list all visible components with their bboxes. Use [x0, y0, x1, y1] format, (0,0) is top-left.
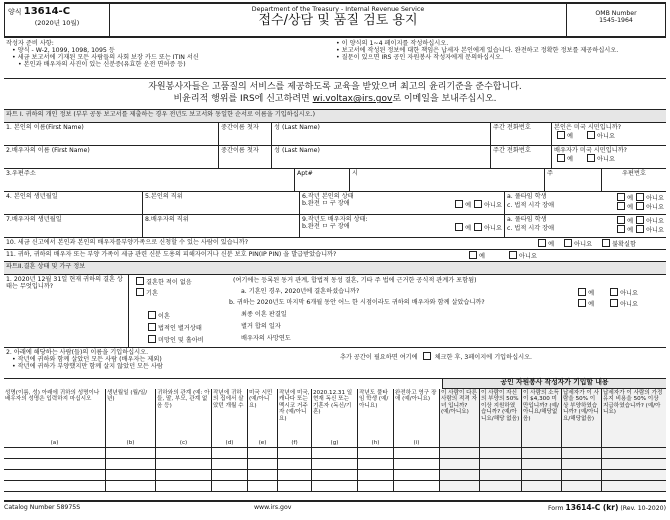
table-cell[interactable] [248, 448, 278, 458]
widowed-label: 미망인 및 홀아비 [158, 337, 204, 344]
ethics-notice-line: 자원봉사자들은 고품질의 서비스를 제공하도록 교육을 받았으며 최고의 윤리기준을 준수합니다. [148, 82, 522, 92]
dependents-table [4, 378, 666, 492]
more-space-label: 추가 공간이 필요하면 여기에 [340, 354, 418, 361]
spouse-student-yes-checkbox[interactable] [617, 216, 625, 224]
no-label: 아니요 [646, 195, 664, 202]
row-taxpayer-name [4, 123, 666, 146]
spouse-blind-no-checkbox[interactable] [636, 225, 644, 233]
table-cell[interactable] [156, 481, 212, 491]
form-id-box [5, 4, 110, 36]
column-header [278, 389, 312, 447]
state-field[interactable]: 주 [545, 169, 602, 191]
student-yes-checkbox[interactable] [617, 193, 625, 201]
no-label: 아니요 [620, 301, 638, 308]
column-header-text: 생년월일 (월/일/년) [107, 390, 148, 403]
citizen-question-label: 본인은 미국 시민입니까? [554, 124, 621, 131]
preparation-list: 작성자 준비 사항: • 양식 - W-2, 1099, 1098, 1095 등 • 세금 보고서에 기재된 모든 사람들의 사회 보장 카드 또는 ITIN 서신 • 본인과 배우자의 사진이 있는 신분증(유효한 운전 면허증 등) [4, 38, 328, 78]
table-cell[interactable] [440, 470, 480, 480]
last-name-field[interactable]: 성 (Last Name) [272, 123, 491, 145]
lived-with-spouse-no-checkbox[interactable] [610, 299, 618, 307]
form-guidance-list: • 이 양식의 1~4 페이지를 작성하십시오. • 보고서에 작성된 정보에 대한 책임은 납세자 본인에게 있습니다. 완전하고 정확한 정보를 제공하십시오. • 질문이 있으면 IRS 공인 자원봉사 작성자에게 문의하십시오. [336, 40, 619, 62]
yes-label: 예 [588, 301, 595, 308]
yes-label: 예 [479, 253, 485, 260]
irs-website: www.irs.gov [254, 504, 292, 511]
footer-form-label: Form [547, 505, 564, 512]
table-cell[interactable] [106, 459, 156, 469]
spouse-citizen-question [552, 146, 666, 168]
column-letter: (c) [179, 439, 188, 446]
claim-no-checkbox[interactable] [564, 239, 572, 247]
claim-unsure-checkbox[interactable] [602, 239, 610, 247]
disability-no-checkbox[interactable] [474, 200, 482, 208]
table-cell[interactable] [440, 481, 480, 491]
disability-label: b.완전 ㅁ 구 장애 [302, 200, 350, 208]
table-body [4, 448, 666, 492]
preparation-item: 세금 보고서에 기재된 모든 사람들의 사회 보장 카드 또는 ITIN 서신 [17, 54, 199, 62]
column-header-text: 납세자가 이 사람을 50% 이상 부양하였습니까? (예/아니요/해당없음) [563, 390, 599, 422]
table-cell[interactable] [394, 448, 440, 458]
separated-label: 법적인 별거상태 [158, 325, 202, 332]
address-field[interactable]: 3.우편주소 [4, 169, 295, 191]
column-header [480, 389, 522, 447]
spouse-disability-label: b.완전 ㅁ 구 장애 [302, 223, 350, 231]
table-cell[interactable] [212, 481, 248, 491]
column-header [106, 389, 156, 447]
column-letter: (h) [371, 439, 380, 446]
table-cell[interactable] [480, 481, 522, 491]
divorced-checkbox[interactable] [148, 311, 156, 319]
zip-field[interactable]: 우편번호 [622, 170, 646, 177]
no-label: 아니요 [596, 133, 615, 141]
divorced-label: 이혼 [158, 313, 170, 320]
column-letter: (d) [225, 439, 234, 446]
spouse-student-no-checkbox[interactable] [636, 216, 644, 224]
spouse-citizen-no-checkbox[interactable] [587, 154, 595, 162]
column-letter: (i) [413, 439, 420, 446]
table-cell[interactable] [312, 481, 358, 491]
yes-label: 예 [548, 241, 555, 248]
table-cell[interactable] [106, 470, 156, 480]
row-spouse-name [4, 146, 666, 169]
table-cell[interactable] [522, 470, 562, 480]
table-cell[interactable] [358, 448, 394, 458]
table-cell[interactable] [156, 459, 212, 469]
married-in-year-question: a. 기혼인 경우, 2020년에 결혼하셨습니까? [241, 288, 360, 295]
table-cell[interactable] [106, 481, 156, 491]
part2-title: 파트II.결혼 상태 및 가구 정보 [4, 262, 666, 275]
table-cell[interactable] [562, 459, 602, 469]
no-label: 아니요 [518, 253, 537, 260]
column-header [4, 389, 106, 447]
married-note: (여기에는 등록된 동거 관계, 합법적 동성 결혼, 기타 주 법에 근거한 공식적 관계가 포함됨) [233, 277, 477, 284]
marital-options [129, 275, 666, 347]
column-header-text: 납세자가 이 사람의 가정 유지 비용을 50% 이상 지급하였습니까? (예/아니요) [603, 390, 663, 416]
separated-checkbox[interactable] [148, 323, 156, 331]
column-header [212, 389, 248, 447]
column-header [248, 389, 278, 447]
column-header [602, 389, 666, 447]
column-header-text: 완전하고 영구 장애 (예/아니요) [395, 390, 437, 403]
household-item: 작년에 귀하가 부양했지만 함께 살지 않았던 모든 사람 [17, 363, 163, 371]
taxpayer-status-group [300, 192, 505, 214]
disability-yes-checkbox[interactable] [455, 200, 463, 208]
no-label: 아니요 [484, 225, 502, 233]
form-date: (2020년 10월) [34, 18, 80, 27]
table-cell[interactable] [248, 470, 278, 480]
table-cell[interactable] [602, 470, 666, 480]
yes-label: 예 [465, 202, 472, 210]
yes-label: 예 [627, 218, 634, 225]
claim-yes-checkbox[interactable] [538, 239, 546, 247]
table-cell[interactable] [562, 481, 602, 491]
ippin-no-checkbox[interactable] [509, 251, 517, 259]
spouse-first-name-field[interactable]: 2.배우자의 이름 (First Name) [4, 146, 219, 168]
no-label: 아니요 [646, 204, 664, 212]
table-cell[interactable] [394, 481, 440, 491]
table-cell[interactable] [358, 459, 394, 469]
form-number: 13614-C [23, 6, 71, 17]
separation-date-field[interactable]: 별거 합의 일자 [241, 323, 281, 330]
table-cell[interactable] [4, 448, 106, 458]
form-footer [4, 500, 666, 514]
preparer-section-header: 공인 자원봉사 작성자가 기입할 내용 [443, 379, 666, 389]
table-row [4, 481, 666, 492]
table-row [4, 470, 666, 481]
city-field[interactable]: 시 [350, 169, 545, 191]
ethics-notice-pre: 비윤리적 행위를 IRS에 신고하려면 [173, 94, 310, 105]
widowed-checkbox[interactable] [148, 335, 156, 343]
table-cell[interactable] [312, 448, 358, 458]
column-letter: (f) [291, 439, 298, 446]
form-prefix: 양식 [8, 8, 22, 16]
citizen-yes-checkbox[interactable] [557, 131, 565, 139]
spouse-status-group [300, 215, 505, 237]
citizen-no-checkbox[interactable] [587, 131, 595, 139]
more-space-checkbox[interactable] [423, 352, 431, 360]
yes-label: 예 [627, 195, 634, 202]
spouse-job-title-field[interactable]: 8.배우자의 직위 [143, 215, 300, 237]
marital-question: 1. 2020년 12월 31일 현재 귀하의 결혼 상태는 무엇입니까? [4, 275, 129, 347]
report-email-link[interactable]: wi.voltax@irs.gov [312, 94, 393, 105]
table-cell[interactable] [212, 459, 248, 469]
table-cell[interactable] [562, 470, 602, 480]
married-checkbox[interactable] [136, 288, 144, 296]
apt-field[interactable]: Apt# [295, 169, 350, 191]
preparation-title: 작성자 준비 사항: [6, 40, 54, 47]
column-header-text: 미국 시민 (예/아니요) [249, 390, 273, 409]
no-label: 아니요 [646, 218, 664, 225]
form-page [4, 2, 666, 516]
table-cell[interactable] [4, 481, 106, 491]
table-row [4, 448, 666, 459]
household-item: 작년에 귀하와 함께 살았던 모든 사람 (배우자는 제외) [17, 356, 162, 364]
table-cell[interactable] [156, 448, 212, 458]
footer-revision: (Rev. 10-2020) [620, 505, 666, 512]
table-cell[interactable] [440, 459, 480, 469]
taxpayer-status-label: 6.작년 본인의 상태 [302, 193, 354, 200]
row-dependent-claim [4, 238, 666, 250]
table-cell[interactable] [278, 459, 312, 469]
row-address [4, 169, 666, 192]
blind-no-checkbox[interactable] [636, 202, 644, 210]
yes-label: 예 [627, 204, 634, 212]
spouse-dob-field[interactable]: 7.배우자의 생년월일 [4, 215, 143, 237]
household-question-label: 2. 아래에 해당하는 사람(들)의 이름을 기입하십시오. [6, 349, 149, 356]
dependent-claim-question: 10. 세금 신고에서 본인과 본인의 배우자를부양가족으로 신청할 수 있는 사람이 있습니까? [6, 239, 248, 246]
column-header-text: 귀하와의 관계 (예: 아들, 딸, 부모, 관계 없음 등) [157, 390, 210, 409]
table-cell[interactable] [602, 481, 666, 491]
guidance-item: 보고서에 작성된 정보에 대한 책임은 납세자 본인에게 있습니다. 완전하고 정확한 정보를 제공하십시오. [341, 47, 619, 55]
column-header-text: 작년에 귀하의 집에서 살았던 개월 수 [213, 390, 244, 409]
spouse-death-year-field[interactable]: 배우자의 사망연도 [241, 335, 291, 342]
footer-form-number: 13614-C (kr) [565, 503, 619, 512]
table-cell[interactable] [440, 448, 480, 458]
married-label: 기혼 [146, 290, 158, 297]
spouse-student-blind-group [505, 215, 666, 237]
column-header-text: 이 사람이 다른 사람의 적격 자녀 입니까? (예/아니요) [441, 390, 477, 416]
spouse-citizen-yes-checkbox[interactable] [557, 154, 565, 162]
table-cell[interactable] [248, 459, 278, 469]
table-cell[interactable] [522, 448, 562, 458]
table-cell[interactable] [212, 448, 248, 458]
blind-yes-checkbox[interactable] [617, 202, 625, 210]
table-cell[interactable] [4, 459, 106, 469]
column-header-text: 성명(이름, 성) 아래에 귀하의 성명이나 배우자의 성명은 입력하지 마십시오 [5, 390, 100, 403]
table-cell[interactable] [394, 459, 440, 469]
table-cell[interactable] [480, 448, 522, 458]
form-title: 접수/상담 및 품질 검토 용지 [258, 13, 418, 29]
preparation-item: 본인과 배우자의 사진이 있는 신분증(유효한 운전 면허증 등) [23, 61, 186, 69]
table-cell[interactable] [278, 448, 312, 458]
omb-number: 1545-1964 [599, 17, 633, 25]
column-header-text: 작년에 미국, 캐나다 또는 멕시코 거주자 (예/아니요) [279, 390, 310, 422]
table-cell[interactable] [106, 448, 156, 458]
yes-label: 예 [588, 290, 595, 297]
spouse-phone-field[interactable]: 주간 전화번호 [491, 146, 552, 168]
yes-label: 예 [465, 225, 472, 233]
table-cell[interactable] [480, 459, 522, 469]
row-identity-theft [4, 250, 666, 262]
middle-initial-field[interactable]: 중간이름 첫자 [219, 123, 272, 145]
divorce-date-field[interactable]: 최종 이혼 판결일 [241, 311, 287, 318]
table-cell[interactable] [278, 481, 312, 491]
column-header [440, 389, 480, 447]
table-cell[interactable] [312, 459, 358, 469]
spouse-middle-initial-field[interactable]: 중간이름 첫자 [219, 146, 272, 168]
column-letter: (e) [258, 439, 267, 446]
first-name-field[interactable]: 1. 본인의 이름(First Name) [4, 123, 219, 145]
identity-theft-question: 11. 귀하, 귀하의 배우자 또는 부양 가족이 세금 관련 신분 도용의 피해자이거나 신분 보호 PIN(IP PIN) 을 발급받았습니까? [6, 251, 337, 258]
table-cell[interactable] [522, 481, 562, 491]
preparation-item: 양식 - W-2, 1099, 1098, 1095 등 [17, 47, 115, 55]
spouse-last-name-field[interactable]: 성 (Last Name) [272, 146, 491, 168]
ethics-notice [4, 78, 666, 109]
table-cell[interactable] [480, 470, 522, 480]
more-space-note [338, 348, 666, 378]
column-header [522, 389, 562, 447]
guidance-item: 질문이 있으면 IRS 공인 자원봉사 작성자에게 문의하십시오. [341, 54, 503, 62]
row-taxpayer-status [4, 192, 666, 215]
lived-with-spouse-question: b. 귀하는 2020년도 마지막 6개월 동안 어느 한 시점이라도 귀하의 배우자와 함께 살았습니까? [229, 299, 485, 306]
spouse-blind-yes-checkbox[interactable] [617, 225, 625, 233]
part1-title: 파트 I. 귀하의 개인 정보 (부부 공동 보고서를 제출하는 경우 전년도 보고서와 동일한 순서로 이름을 기입하십시오.) [4, 109, 666, 123]
job-title-field[interactable]: 5.본인의 직위 [143, 192, 300, 214]
guidance-item: 이 양식의 1~4 페이지를 작성하십시오. [341, 40, 449, 47]
never-married-checkbox[interactable] [136, 277, 144, 285]
never-married-label: 결혼한 적이 없음 [146, 279, 192, 286]
agency-name: Department of the Treasury - Internal Revenue Service [251, 6, 425, 13]
row-spouse-status [4, 215, 666, 238]
column-header-text: 작년도 풀타임 학생 (예/아니요) [359, 390, 389, 409]
table-cell[interactable] [212, 470, 248, 480]
spouse-disability-yes-checkbox[interactable] [455, 223, 463, 231]
household-instructions: 2. 아래에 해당하는 사람(들)의 이름을 기입하십시오. • 작년에 귀하와 함께 살았던 모든 사람 (배우자는 제외) • 작년에 귀하가 부양했지만 함께 살지 않았던 모든 사람 [4, 348, 338, 378]
omb-label: OMB Number [595, 10, 637, 17]
student-no-checkbox[interactable] [636, 193, 644, 201]
ethics-notice-post: 로 이메일을 보내주십시오. [392, 94, 497, 105]
table-cell[interactable] [358, 481, 394, 491]
column-header-text: 이 사람의 소득이 $4,300 미만입니까? (예/아니요/해당없음) [523, 390, 559, 422]
column-letter: (g) [330, 439, 339, 446]
yes-label: 예 [567, 133, 573, 141]
ippin-yes-checkbox[interactable] [469, 251, 477, 259]
student-blind-group [505, 192, 666, 214]
no-label: 아니요 [596, 156, 615, 164]
form-header [4, 2, 666, 38]
instructions [4, 38, 666, 78]
household-question [4, 348, 666, 378]
phone-field[interactable]: 주간 전화번호 [491, 123, 552, 145]
column-header [358, 389, 394, 447]
column-header [156, 389, 212, 447]
married-2020-no-checkbox[interactable] [610, 288, 618, 296]
marital-status-section [4, 275, 666, 348]
table-cell[interactable] [602, 459, 666, 469]
citizen-question [552, 123, 666, 145]
spouse-disability-no-checkbox[interactable] [474, 223, 482, 231]
catalog-number: Catalog Number 58975S [4, 504, 81, 511]
column-letter: (b) [126, 439, 135, 446]
more-space-post-label: 체크한 후, 3페이지에 기입하십시오. [434, 354, 533, 361]
form-title-box [110, 4, 567, 36]
dob-field[interactable]: 4. 본인의 생년월일 [4, 192, 143, 214]
column-header [312, 389, 358, 447]
married-2020-yes-checkbox[interactable] [578, 288, 586, 296]
table-cell[interactable] [248, 481, 278, 491]
table-cell[interactable] [562, 448, 602, 458]
unsure-label: 불확실함 [612, 241, 636, 248]
column-header-text: 2020.12.31 일 현재 독신 또는 기혼자 (독신/기혼) [313, 390, 353, 416]
spouse-blind-label: c. 법적 시각 장애 [507, 225, 555, 233]
no-label: 아니요 [484, 202, 502, 210]
table-cell[interactable] [312, 470, 358, 480]
column-header [394, 389, 440, 447]
omb-box [567, 4, 665, 36]
table-cell[interactable] [358, 470, 394, 480]
student-label: a. 풀타임 학생 [507, 193, 547, 200]
table-cell[interactable] [4, 470, 106, 480]
yes-label: 예 [627, 227, 634, 235]
table-row [4, 459, 666, 470]
column-header-text: 이 사람이 자신의 부양의 50% 이상 지원하였습니까? (예/아니요/해당 없음) [481, 390, 520, 422]
table-cell[interactable] [602, 448, 666, 458]
no-label: 아니요 [646, 227, 664, 235]
no-label: 아니요 [620, 290, 638, 297]
table-header-row [4, 389, 666, 448]
spouse-student-label: a. 풀타임 학생 [507, 216, 547, 223]
yes-label: 예 [567, 156, 573, 164]
table-cell[interactable] [278, 470, 312, 480]
column-header [562, 389, 602, 447]
spouse-status-label: 9.작년도 배우자의 상태: [302, 216, 368, 223]
spouse-citizen-label: 배우자가 미국 시민입니까? [554, 147, 627, 154]
blind-label: c. 법적 시각 장애 [507, 202, 555, 210]
table-cell[interactable] [394, 470, 440, 480]
table-cell[interactable] [156, 470, 212, 480]
no-label: 아니요 [574, 241, 593, 248]
table-cell[interactable] [522, 459, 562, 469]
lived-with-spouse-yes-checkbox[interactable] [578, 299, 586, 307]
column-letter: (a) [50, 439, 59, 446]
